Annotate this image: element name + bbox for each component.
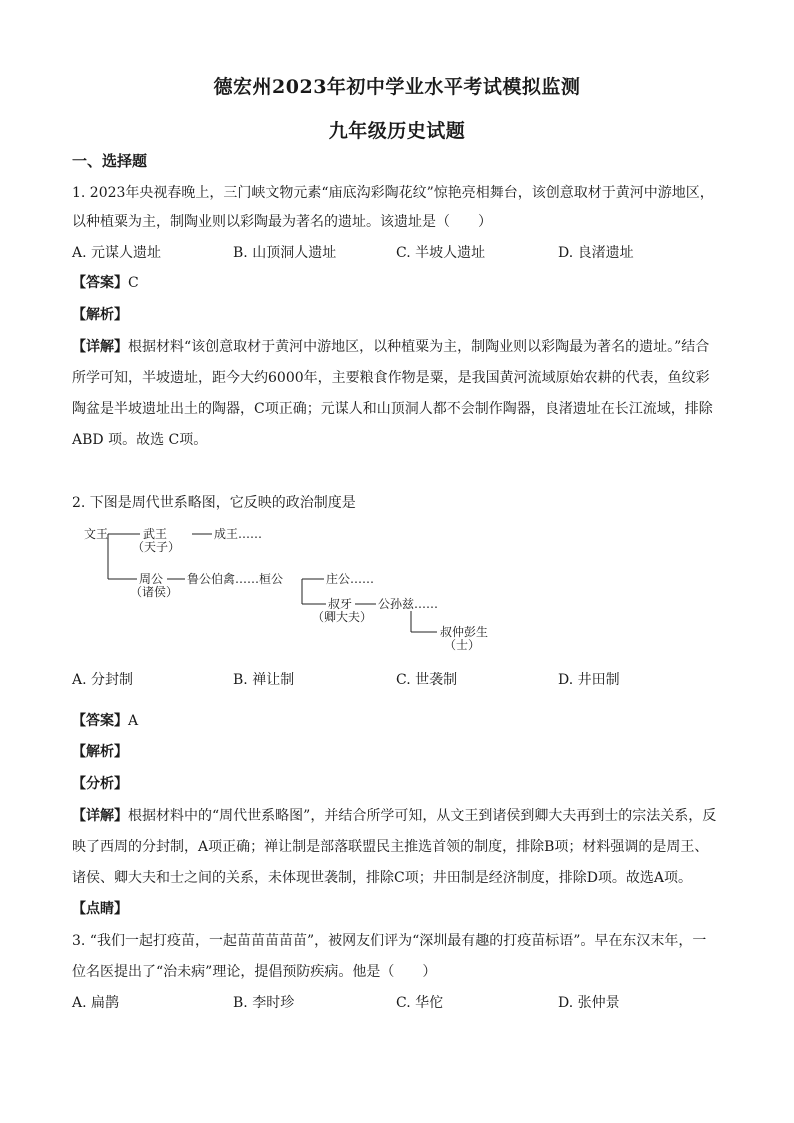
answer-tag: 【答案】 (72, 713, 128, 729)
tree-tianzi: （天子） (132, 540, 181, 554)
q2-option-a: A. 分封制 (72, 672, 134, 688)
tree-zhuanggong: 庄公…… (326, 572, 375, 586)
q3-option-d: D. 张仲景 (558, 995, 620, 1011)
q1-detail-line1: 【详解】根据材料“该创意取材于黄河中游地区，以种植粟为主，制陶业则以彩陶最为著名的遗址。”结合 (72, 339, 710, 355)
q1-option-b: B. 山顶洞人遗址 (233, 245, 337, 261)
q3-stem-line1: 3. “我们一起打疫苗，一起苗苗苗苗苗”，被网友们评为“深圳最有趣的打疫苗标语”。早在东汉末年，一 (72, 933, 707, 949)
tree-chengwang: 成王…… (214, 527, 263, 541)
q2-fenxi-tag: 【分析】 (72, 776, 128, 792)
detail-tag: 【详解】 (72, 808, 128, 824)
section-heading: 一、选择题 (72, 152, 148, 170)
q1-detail-line4: ABD 项。故选 C项。 (72, 432, 208, 448)
answer-tag: 【答案】 (72, 275, 128, 291)
q3-option-b: B. 李时珍 (233, 995, 295, 1011)
tree-zhougong: 周公 (139, 572, 164, 586)
q2-option-d: D. 井田制 (558, 672, 620, 688)
q3-option-c: C. 华佗 (396, 995, 444, 1011)
tree-wuwang: 武王 (143, 527, 168, 541)
q1-option-a: A. 元谋人遗址 (72, 245, 162, 261)
q2-stem: 2. 下图是周代世系略图，它反映的政治制度是 (72, 495, 356, 511)
q3-stem-line2: 位名医提出了“治未病”理论，提倡预防疾病。他是（ ） (72, 964, 437, 980)
tree-shuzhong: 叔仲彭生 (440, 625, 489, 639)
q1-detail-line3: 陶盆是半坡遗址出土的陶器，C项正确；元谋人和山顶洞人都不会制作陶器，良渚遗址在长江流域，排除 (72, 401, 713, 417)
q2-detail-line2: 映了西周的分封制，A项正确；禅让制是部落联盟民主推选首领的制度，排除B项；材料强调的是周王、 (72, 839, 709, 855)
q1-analysis-tag: 【解析】 (72, 307, 128, 323)
q1-option-d: D. 良渚遗址 (558, 245, 634, 261)
tree-wenwang: 文王 (84, 527, 109, 541)
q2-detail-line1: 【详解】根据材料中的“周代世系略图”，并结合所学可知，从文王到诸侯到卿大夫再到士的宗法关系，反 (72, 808, 717, 824)
q3-option-a: A. 扁鹊 (72, 995, 120, 1011)
answer-value: C (128, 275, 139, 291)
tree-qingdafu: （卿大夫） (312, 610, 373, 624)
tree-zhuhou: （诸侯） (130, 585, 179, 599)
tree-boqin: 鲁公伯禽……桓公 (187, 572, 284, 586)
q1-option-c: C. 半坡人遗址 (396, 245, 486, 261)
q1-detail-line2: 所学可知，半坡遗址，距今大约6000年，主要粮食作物是粟，是我国黄河流域原始农耕的代表，鱼纹彩 (72, 370, 710, 386)
tree-shi: （士） (444, 638, 481, 652)
detail-tag: 【详解】 (72, 339, 128, 355)
q2-answer (72, 711, 138, 731)
tree-shuya: 叔牙 (328, 597, 353, 611)
q2-analysis-tag: 【解析】 (72, 744, 128, 760)
answer-value: A (128, 713, 139, 729)
tree-gongsunzi: 公孙兹…… (378, 597, 439, 611)
page-title: 德宏州2023年初中学业水平考试模拟监测 (213, 76, 581, 98)
q2-option-b: B. 禅让制 (233, 672, 295, 688)
q2-detail-line3: 诸侯、卿大夫和士之间的关系，未体现世袭制，排除C项；井田制是经济制度，排除D项。故选A项。 (72, 870, 693, 886)
page-subtitle: 九年级历史试题 (328, 120, 466, 142)
q1-stem-line2: 以种植粟为主，制陶业则以彩陶最为著名的遗址。该遗址是（ ） (72, 214, 492, 230)
q2-dianjing-tag: 【点睛】 (72, 901, 128, 917)
q2-option-c: C. 世袭制 (396, 672, 458, 688)
q1-stem-line1: 1. 2023年央视春晚上，三门峡文物元素“庙底沟彩陶花纹”惊艳亮相舞台，该创意取材于黄河中游地区， (72, 185, 714, 201)
